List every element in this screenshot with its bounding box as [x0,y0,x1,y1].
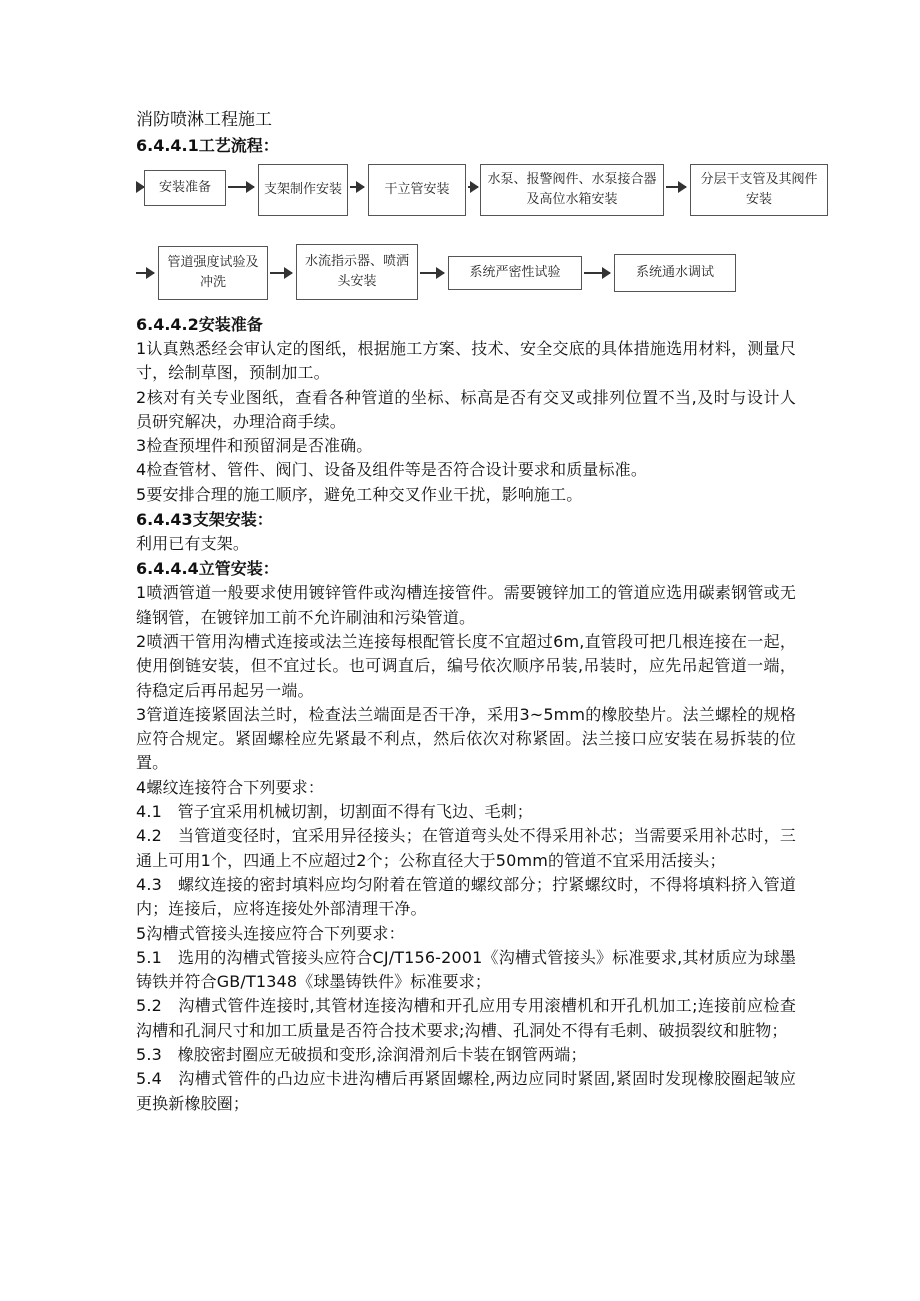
prep-item-5: 5要安排合理的施工顺序，避免工种交叉作业干扰，影响施工。 [136,484,583,504]
riser-item-5-1: 5.1 选用的沟槽式管接头应符合CJ/T156-2001《沟槽式管接头》标准要求,其材质应为球墨铸铁并符合GB/T1348《球墨铸铁件》标准要求； [136,947,796,992]
section-heading-6443: 6.4.43支架安装： [136,510,273,530]
riser-item-3: 3管道连接紧固法兰时，检查法兰端面是否干净，采用3~5mm的橡胶垫片。法兰螺栓的规格应符合规定。紧固螺栓应先紧最不利点，然后依次对称紧固。法兰接口应安装在易拆装的位置。 [136,704,796,773]
flow-arrow [666,186,686,188]
prep-item-1: 1认真熟悉经会审认定的图纸，根据施工方案、技术、安全交底的具体措施选用材料，测量尺寸，绘制草图，预制加工。 [136,339,796,383]
flow-arrow [584,272,610,274]
flow-arrow [270,272,292,274]
flow-arrow [350,186,364,188]
document-title: 消防喷淋工程施工 [136,110,272,130]
flow-arrow [468,186,478,188]
riser-item-4-3: 4.3 螺纹连接的密封填料应均匀附着在管道的螺纹部分；拧紧螺纹时，不得将填料挤入管道内；连接后，应将连接处外部清理干净。 [136,874,796,919]
riser-item-1: 1喷洒管道一般要求使用镀锌管件或沟槽连接管件。需要镀锌加工的管道应选用碳素钢管或无缝钢管，在镀锌加工前不允许刷油和污染管道。 [136,583,796,627]
flow-arrow [136,272,154,274]
section-heading-6441: 6.4.4.1工艺流程： [136,136,279,155]
section-heading-6442: 6.4.4.2安装准备 [136,315,263,334]
prep-item-4: 4检查管材、管件、阀门、设备及组件等是否符合设计要求和质量标准。 [136,460,647,480]
riser-item-5-3: 5.3 橡胶密封圈应无破损和变形,涂润滑剂后卡装在钢管两端； [136,1045,587,1065]
riser-item-4: 4螺纹连接符合下列要求： [136,777,324,797]
flow-step-2: 支架制作安装 [258,164,348,216]
riser-item-5: 5沟槽式管接头连接应符合下列要求： [136,923,405,943]
flow-step-6: 管道强度试验及冲洗 [158,246,268,300]
prep-item-2: 2核对有关专业图纸，查看各种管道的坐标、标高是否有交叉或排列位置不当,及时与设计人员研究解决，办理洽商手续。 [136,387,796,431]
flow-step-7: 水流指示器、喷洒头安装 [296,244,418,300]
riser-item-4-1: 4.1 管子宜采用机械切割，切割面不得有飞边、毛刺； [136,802,533,822]
flow-step-1: 安装准备 [144,170,226,206]
bracket-text: 利用已有支架。 [136,534,250,554]
flow-arrow [420,272,444,274]
riser-item-5-2: 5.2 沟槽式管件连接时,其管材连接沟槽和开孔应用专用滚槽机和开孔机加工;连接前应检查沟槽和孔洞尺寸和加工质量是否符合技术要求;沟槽、孔洞处不得有毛刺、破损裂纹和脏物； [136,996,796,1040]
riser-item-4-2: 4.2 当管道变径时，宜采用异径接头；在管道弯头处不得采用补芯；当需要采用补芯时，三通上可用1个，四通上不应超过2个；公称直径大于50mm的管道不宜采用活接头； [136,826,796,870]
prep-item-3: 3检查预埋件和预留洞是否准确。 [136,436,373,456]
process-flow-diagram [134,158,834,312]
flow-step-3: 干立管安装 [368,164,466,216]
riser-item-2: 2喷洒干管用沟槽式连接或法兰连接每根配管长度不宜超过6m,直管段可把几根连接在一起，使用倒链安装，但不宜过长。也可调直后，编号依次顺序吊装,吊装时，应先吊起管道一端，待稳定后再吊起另一端。 [136,631,796,700]
flow-step-5: 分层干支管及其阀件安装 [690,164,828,216]
flow-step-8: 系统严密性试验 [448,256,582,290]
section-heading-6444: 6.4.4.4立管安装： [136,559,279,579]
flow-arrow [136,186,144,188]
flow-step-9: 系统通水调试 [614,254,736,292]
flow-step-4: 水泵、报警阀件、水泵接合器及高位水箱安装 [480,164,664,216]
flow-arrow [228,186,254,188]
riser-item-5-4: 5.4 沟槽式管件的凸边应卡进沟槽后再紧固螺栓,两边应同时紧固,紧固时发现橡胶圈起皱应更换新橡胶圈； [136,1069,796,1113]
document-page [136,108,818,1116]
